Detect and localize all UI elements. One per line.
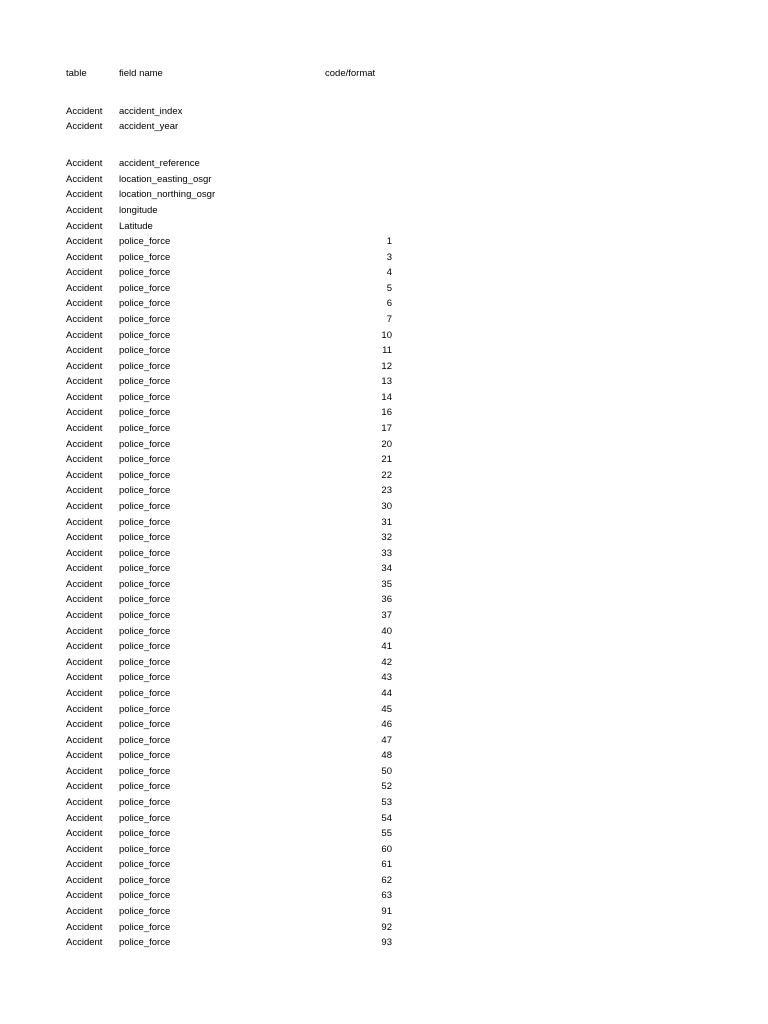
- cell-table: Accident: [66, 267, 103, 279]
- cell-table: Accident: [66, 578, 103, 590]
- table-row: [0, 172, 768, 187]
- cell-field-name: police_force: [119, 703, 171, 715]
- cell-code: 32: [381, 532, 392, 544]
- table-row: [0, 561, 768, 576]
- table-row: [0, 468, 768, 483]
- cell-field-name: police_force: [119, 594, 171, 606]
- cell-field-name: police_force: [119, 859, 171, 871]
- cell-code: 91: [381, 906, 392, 917]
- table-row: [0, 359, 768, 374]
- cell-table: Accident: [66, 906, 103, 917]
- cell-table: Accident: [66, 656, 103, 668]
- cell-table: Accident: [66, 874, 103, 886]
- cell-table: Accident: [66, 204, 103, 216]
- table-row: [0, 515, 768, 530]
- cell-table: Accident: [66, 158, 103, 170]
- cell-table: Accident: [66, 921, 103, 933]
- table-row: [0, 717, 768, 732]
- table-row: [0, 119, 768, 134]
- cell-code: 48: [381, 750, 392, 762]
- table-row: [0, 733, 768, 748]
- table-row: [0, 935, 768, 950]
- cell-code: 22: [381, 469, 392, 481]
- cell-field-name: police_force: [119, 625, 171, 637]
- table-row: [0, 764, 768, 779]
- cell-code: 31: [381, 516, 392, 528]
- cell-table: Accident: [66, 937, 103, 949]
- table-row: [0, 390, 768, 405]
- cell-table: Accident: [66, 407, 103, 419]
- cell-table: Accident: [66, 859, 103, 871]
- cell-field-name: accident_reference: [119, 158, 200, 170]
- table-row: [0, 592, 768, 607]
- cell-field-name: police_force: [119, 516, 171, 528]
- cell-code: 12: [381, 360, 392, 372]
- cell-field-name: police_force: [119, 360, 171, 372]
- table-row: [0, 904, 768, 919]
- cell-field-name: police_force: [119, 890, 171, 902]
- cell-table: Accident: [66, 563, 103, 575]
- cell-table: Accident: [66, 672, 103, 684]
- table-row: [0, 104, 768, 119]
- cell-field-name: police_force: [119, 796, 171, 808]
- table-row: [0, 156, 768, 171]
- header-code-format: code/format: [325, 68, 376, 79]
- cell-field-name: police_force: [119, 454, 171, 466]
- cell-field-name: police_force: [119, 687, 171, 699]
- cell-field-name: police_force: [119, 376, 171, 388]
- table-row: [0, 842, 768, 857]
- cell-code: 45: [381, 703, 392, 715]
- cell-code: 53: [381, 796, 392, 808]
- cell-code: 46: [381, 719, 392, 730]
- cell-field-name: police_force: [119, 641, 171, 653]
- cell-code: 63: [381, 890, 392, 902]
- cell-code: 6: [386, 298, 392, 310]
- cell-code: 20: [381, 438, 392, 450]
- cell-field-name: police_force: [119, 267, 171, 279]
- cell-code: 21: [381, 454, 392, 466]
- cell-code: 42: [381, 656, 392, 668]
- cell-table: Accident: [66, 641, 103, 653]
- cell-field-name: police_force: [119, 750, 171, 762]
- table-row: [0, 624, 768, 639]
- cell-code: 36: [381, 594, 392, 606]
- cell-table: Accident: [66, 532, 103, 544]
- table-row: [0, 655, 768, 670]
- cell-table: Accident: [66, 173, 103, 185]
- cell-table: Accident: [66, 703, 103, 715]
- table-row: [0, 826, 768, 841]
- cell-field-name: longitude: [119, 204, 158, 216]
- cell-code: 35: [381, 578, 392, 590]
- cell-code: 43: [381, 672, 392, 684]
- cell-table: Accident: [66, 843, 103, 855]
- cell-table: Accident: [66, 121, 103, 133]
- cell-field-name: police_force: [119, 921, 171, 933]
- cell-code: 62: [381, 874, 392, 886]
- cell-field-name: police_force: [119, 719, 171, 730]
- cell-field-name: police_force: [119, 236, 171, 248]
- cell-code: 13: [381, 376, 392, 388]
- cell-field-name: police_force: [119, 532, 171, 544]
- table-row: [0, 187, 768, 202]
- cell-table: Accident: [66, 796, 103, 808]
- cell-table: Accident: [66, 734, 103, 746]
- cell-field-name: police_force: [119, 329, 171, 341]
- cell-code: 37: [381, 610, 392, 621]
- cell-table: Accident: [66, 282, 103, 294]
- table-row: [0, 483, 768, 498]
- table-row: [0, 296, 768, 311]
- cell-code: 23: [381, 485, 392, 497]
- cell-table: Accident: [66, 765, 103, 777]
- table-row: [0, 670, 768, 685]
- cell-field-name: police_force: [119, 314, 171, 325]
- cell-table: Accident: [66, 485, 103, 497]
- cell-field-name: police_force: [119, 547, 171, 559]
- cell-code: 17: [381, 423, 392, 434]
- cell-code: 41: [381, 641, 392, 653]
- cell-field-name: police_force: [119, 906, 171, 917]
- cell-table: Accident: [66, 890, 103, 902]
- cell-code: 4: [386, 267, 392, 279]
- table-row: [0, 328, 768, 343]
- header-table: table: [66, 68, 87, 79]
- cell-field-name: police_force: [119, 251, 171, 263]
- cell-field-name: accident_index: [119, 105, 183, 117]
- cell-table: Accident: [66, 298, 103, 310]
- table-row: [0, 203, 768, 218]
- table-row: [0, 374, 768, 389]
- cell-table: Accident: [66, 547, 103, 559]
- table-row: [0, 577, 768, 592]
- table-row: [0, 779, 768, 794]
- cell-code: 44: [381, 687, 392, 699]
- cell-field-name: police_force: [119, 843, 171, 855]
- table-row: [0, 499, 768, 514]
- cell-table: Accident: [66, 625, 103, 637]
- cell-code: 54: [381, 812, 392, 824]
- table-row: [0, 250, 768, 265]
- cell-code: 16: [381, 407, 392, 419]
- cell-field-name: police_force: [119, 656, 171, 668]
- cell-table: Accident: [66, 105, 103, 117]
- cell-code: 3: [386, 251, 392, 263]
- table-row: [0, 639, 768, 654]
- cell-field-name: location_easting_osgr: [119, 173, 212, 185]
- cell-field-name: police_force: [119, 407, 171, 419]
- cell-code: 1: [386, 236, 392, 248]
- table-row: [0, 608, 768, 623]
- table-row: [0, 405, 768, 420]
- cell-field-name: police_force: [119, 812, 171, 824]
- cell-code: 7: [386, 314, 392, 325]
- cell-code: 40: [381, 625, 392, 637]
- cell-table: Accident: [66, 828, 103, 840]
- cell-field-name: police_force: [119, 298, 171, 310]
- cell-field-name: Latitude: [119, 220, 153, 232]
- cell-code: 60: [381, 843, 392, 855]
- cell-field-name: police_force: [119, 828, 171, 840]
- cell-table: Accident: [66, 687, 103, 699]
- cell-field-name: police_force: [119, 423, 171, 434]
- cell-table: Accident: [66, 345, 103, 357]
- cell-code: 52: [381, 781, 392, 793]
- cell-field-name: police_force: [119, 578, 171, 590]
- cell-field-name: police_force: [119, 282, 171, 294]
- cell-field-name: police_force: [119, 391, 171, 403]
- table-row: [0, 795, 768, 810]
- cell-table: Accident: [66, 329, 103, 341]
- cell-code: 61: [381, 859, 392, 871]
- cell-code: 11: [382, 345, 392, 357]
- table-row: [0, 343, 768, 358]
- cell-field-name: location_northing_osgr: [119, 189, 216, 201]
- cell-table: Accident: [66, 251, 103, 263]
- table-row: [0, 888, 768, 903]
- cell-field-name: police_force: [119, 734, 171, 746]
- cell-table: Accident: [66, 719, 103, 730]
- cell-table: Accident: [66, 812, 103, 824]
- cell-table: Accident: [66, 781, 103, 793]
- cell-table: Accident: [66, 750, 103, 762]
- cell-code: 33: [381, 547, 392, 559]
- cell-table: Accident: [66, 391, 103, 403]
- table-row: [0, 702, 768, 717]
- cell-field-name: police_force: [119, 485, 171, 497]
- table-row: [0, 281, 768, 296]
- cell-field-name: police_force: [119, 765, 171, 777]
- table-row: [0, 920, 768, 935]
- cell-field-name: police_force: [119, 345, 171, 357]
- table-row: [0, 265, 768, 280]
- cell-code: 34: [381, 563, 392, 575]
- cell-code: 10: [381, 329, 392, 341]
- cell-field-name: police_force: [119, 500, 171, 512]
- table-row: [0, 234, 768, 249]
- cell-table: Accident: [66, 360, 103, 372]
- table-row: [0, 219, 768, 234]
- cell-table: Accident: [66, 469, 103, 481]
- cell-code: 47: [381, 734, 392, 746]
- table-row: [0, 452, 768, 467]
- cell-code: 92: [381, 921, 392, 933]
- cell-field-name: police_force: [119, 469, 171, 481]
- cell-field-name: police_force: [119, 438, 171, 450]
- cell-code: 55: [381, 828, 392, 840]
- cell-table: Accident: [66, 189, 103, 201]
- cell-table: Accident: [66, 236, 103, 248]
- cell-code: 14: [381, 391, 392, 403]
- cell-table: Accident: [66, 516, 103, 528]
- cell-code: 5: [386, 282, 392, 294]
- cell-table: Accident: [66, 610, 103, 621]
- table-row: [0, 312, 768, 327]
- table-row: [0, 421, 768, 436]
- cell-table: Accident: [66, 376, 103, 388]
- table-row: [0, 811, 768, 826]
- header-field-name: field name: [119, 68, 163, 79]
- cell-code: 30: [381, 500, 392, 512]
- cell-table: Accident: [66, 454, 103, 466]
- cell-table: Accident: [66, 220, 103, 232]
- header-row: [0, 66, 768, 81]
- cell-field-name: accident_year: [119, 121, 179, 133]
- cell-table: Accident: [66, 314, 103, 325]
- cell-table: Accident: [66, 423, 103, 434]
- table-row: [0, 686, 768, 701]
- cell-field-name: police_force: [119, 610, 171, 621]
- cell-field-name: police_force: [119, 937, 171, 949]
- cell-table: Accident: [66, 500, 103, 512]
- cell-code: 93: [381, 937, 392, 949]
- table-row: [0, 873, 768, 888]
- cell-field-name: police_force: [119, 781, 171, 793]
- cell-code: 50: [381, 765, 392, 777]
- table-row: [0, 748, 768, 763]
- cell-table: Accident: [66, 594, 103, 606]
- cell-table: Accident: [66, 438, 103, 450]
- table-row: [0, 857, 768, 872]
- cell-field-name: police_force: [119, 563, 171, 575]
- table-row: [0, 546, 768, 561]
- table-row: [0, 437, 768, 452]
- table-row: [0, 530, 768, 545]
- cell-field-name: police_force: [119, 672, 171, 684]
- cell-field-name: police_force: [119, 874, 171, 886]
